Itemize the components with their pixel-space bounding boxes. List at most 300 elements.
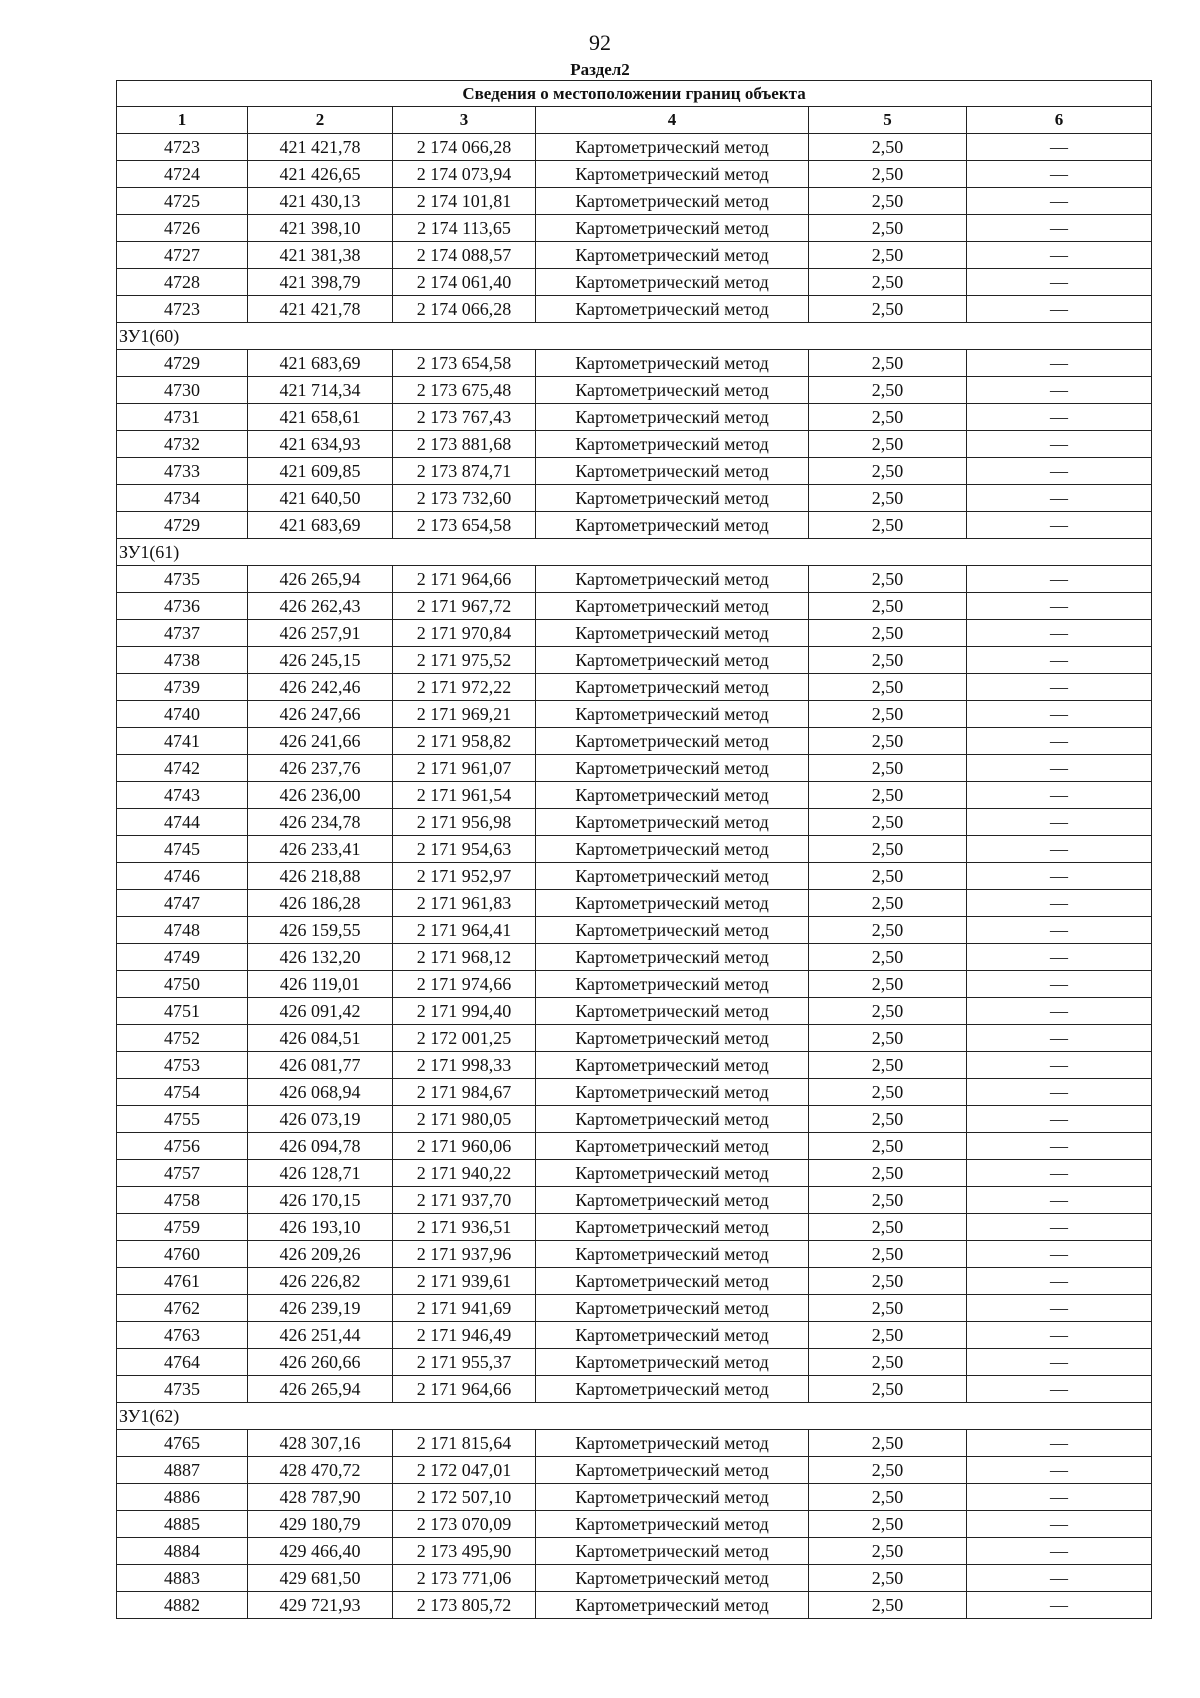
method-cell: Картометрический метод xyxy=(536,620,809,647)
y-coordinate-cell: 2 171 952,97 xyxy=(393,863,536,890)
description-cell: — xyxy=(967,134,1152,161)
table-row xyxy=(117,512,1152,539)
x-coordinate-cell: 426 186,28 xyxy=(248,890,393,917)
description-cell: — xyxy=(967,1430,1152,1457)
group-label: ЗУ1(60) xyxy=(117,323,1152,350)
group-label: ЗУ1(62) xyxy=(117,1403,1152,1430)
x-coordinate-cell: 426 218,88 xyxy=(248,863,393,890)
point-number-cell: 4743 xyxy=(117,782,248,809)
column-number-row xyxy=(117,107,1152,134)
point-number-cell: 4746 xyxy=(117,863,248,890)
table-row xyxy=(117,1511,1152,1538)
method-cell: Картометрический метод xyxy=(536,1268,809,1295)
accuracy-cell: 2,50 xyxy=(809,1106,967,1133)
description-cell: — xyxy=(967,485,1152,512)
point-number-cell: 4726 xyxy=(117,215,248,242)
description-cell: — xyxy=(967,161,1152,188)
y-coordinate-cell: 2 173 495,90 xyxy=(393,1538,536,1565)
point-number-cell: 4729 xyxy=(117,350,248,377)
method-cell: Картометрический метод xyxy=(536,701,809,728)
y-coordinate-cell: 2 171 984,67 xyxy=(393,1079,536,1106)
method-cell: Картометрический метод xyxy=(536,998,809,1025)
accuracy-cell: 2,50 xyxy=(809,674,967,701)
y-coordinate-cell: 2 171 941,69 xyxy=(393,1295,536,1322)
point-number-cell: 4723 xyxy=(117,134,248,161)
point-number-cell: 4730 xyxy=(117,377,248,404)
y-coordinate-cell: 2 172 001,25 xyxy=(393,1025,536,1052)
point-number-cell: 4755 xyxy=(117,1106,248,1133)
y-coordinate-cell: 2 172 507,10 xyxy=(393,1484,536,1511)
point-number-cell: 4731 xyxy=(117,404,248,431)
y-coordinate-cell: 2 174 066,28 xyxy=(393,134,536,161)
accuracy-cell: 2,50 xyxy=(809,1457,967,1484)
x-coordinate-cell: 421 640,50 xyxy=(248,485,393,512)
point-number-cell: 4738 xyxy=(117,647,248,674)
method-cell: Картометрический метод xyxy=(536,890,809,917)
method-cell: Картометрический метод xyxy=(536,1160,809,1187)
method-cell: Картометрический метод xyxy=(536,593,809,620)
point-number-cell: 4740 xyxy=(117,701,248,728)
y-coordinate-cell: 2 174 061,40 xyxy=(393,269,536,296)
x-coordinate-cell: 426 159,55 xyxy=(248,917,393,944)
description-cell: — xyxy=(967,242,1152,269)
table-row xyxy=(117,944,1152,971)
x-coordinate-cell: 421 683,69 xyxy=(248,350,393,377)
accuracy-cell: 2,50 xyxy=(809,161,967,188)
y-coordinate-cell: 2 171 958,82 xyxy=(393,728,536,755)
method-cell: Картометрический метод xyxy=(536,1241,809,1268)
y-coordinate-cell: 2 171 939,61 xyxy=(393,1268,536,1295)
x-coordinate-cell: 426 084,51 xyxy=(248,1025,393,1052)
point-number-cell: 4736 xyxy=(117,593,248,620)
point-number-cell: 4753 xyxy=(117,1052,248,1079)
method-cell: Картометрический метод xyxy=(536,269,809,296)
table-row xyxy=(117,1025,1152,1052)
table-row xyxy=(117,1457,1152,1484)
group-label-row xyxy=(117,323,1152,350)
accuracy-cell: 2,50 xyxy=(809,1133,967,1160)
method-cell: Картометрический метод xyxy=(536,917,809,944)
point-number-cell: 4734 xyxy=(117,485,248,512)
point-number-cell: 4724 xyxy=(117,161,248,188)
point-number-cell: 4728 xyxy=(117,269,248,296)
method-cell: Картометрический метод xyxy=(536,944,809,971)
accuracy-cell: 2,50 xyxy=(809,1295,967,1322)
point-number-cell: 4744 xyxy=(117,809,248,836)
description-cell: — xyxy=(967,1349,1152,1376)
description-cell: — xyxy=(967,1106,1152,1133)
description-cell: — xyxy=(967,269,1152,296)
table-row xyxy=(117,701,1152,728)
y-coordinate-cell: 2 171 954,63 xyxy=(393,836,536,863)
method-cell: Картометрический метод xyxy=(536,512,809,539)
description-cell: — xyxy=(967,377,1152,404)
description-cell: — xyxy=(967,782,1152,809)
table-row xyxy=(117,1268,1152,1295)
method-cell: Картометрический метод xyxy=(536,1349,809,1376)
y-coordinate-cell: 2 171 968,12 xyxy=(393,944,536,971)
method-cell: Картометрический метод xyxy=(536,1133,809,1160)
point-number-cell: 4884 xyxy=(117,1538,248,1565)
description-cell: — xyxy=(967,188,1152,215)
method-cell: Картометрический метод xyxy=(536,134,809,161)
accuracy-cell: 2,50 xyxy=(809,971,967,998)
table-row xyxy=(117,836,1152,863)
x-coordinate-cell: 426 251,44 xyxy=(248,1322,393,1349)
table-row xyxy=(117,296,1152,323)
point-number-cell: 4737 xyxy=(117,620,248,647)
x-coordinate-cell: 421 398,10 xyxy=(248,215,393,242)
accuracy-cell: 2,50 xyxy=(809,512,967,539)
column-number: 4 xyxy=(536,107,809,134)
method-cell: Картометрический метод xyxy=(536,647,809,674)
x-coordinate-cell: 426 128,71 xyxy=(248,1160,393,1187)
y-coordinate-cell: 2 171 956,98 xyxy=(393,809,536,836)
x-coordinate-cell: 421 658,61 xyxy=(248,404,393,431)
method-cell: Картометрический метод xyxy=(536,242,809,269)
table-row xyxy=(117,350,1152,377)
accuracy-cell: 2,50 xyxy=(809,782,967,809)
description-cell: — xyxy=(967,1187,1152,1214)
group-label: ЗУ1(61) xyxy=(117,539,1152,566)
point-number-cell: 4747 xyxy=(117,890,248,917)
x-coordinate-cell: 426 094,78 xyxy=(248,1133,393,1160)
method-cell: Картометрический метод xyxy=(536,1052,809,1079)
point-number-cell: 4764 xyxy=(117,1349,248,1376)
x-coordinate-cell: 426 247,66 xyxy=(248,701,393,728)
x-coordinate-cell: 429 721,93 xyxy=(248,1592,393,1619)
page-number: 92 xyxy=(589,30,611,55)
y-coordinate-cell: 2 173 654,58 xyxy=(393,512,536,539)
x-coordinate-cell: 421 430,13 xyxy=(248,188,393,215)
point-number-cell: 4885 xyxy=(117,1511,248,1538)
description-cell: — xyxy=(967,1511,1152,1538)
table-row xyxy=(117,269,1152,296)
method-cell: Картометрический метод xyxy=(536,971,809,998)
method-cell: Картометрический метод xyxy=(536,1214,809,1241)
y-coordinate-cell: 2 171 980,05 xyxy=(393,1106,536,1133)
x-coordinate-cell: 426 209,26 xyxy=(248,1241,393,1268)
point-number-cell: 4754 xyxy=(117,1079,248,1106)
x-coordinate-cell: 421 398,79 xyxy=(248,269,393,296)
method-cell: Картометрический метод xyxy=(536,566,809,593)
description-cell: — xyxy=(967,1565,1152,1592)
description-cell: — xyxy=(967,647,1152,674)
description-cell: — xyxy=(967,350,1152,377)
description-cell: — xyxy=(967,404,1152,431)
y-coordinate-cell: 2 173 070,09 xyxy=(393,1511,536,1538)
x-coordinate-cell: 426 234,78 xyxy=(248,809,393,836)
point-number-cell: 4725 xyxy=(117,188,248,215)
description-cell: — xyxy=(967,1079,1152,1106)
method-cell: Картометрический метод xyxy=(536,1187,809,1214)
table-row xyxy=(117,998,1152,1025)
table-header xyxy=(117,81,1152,134)
description-cell: — xyxy=(967,215,1152,242)
description-cell: — xyxy=(967,1052,1152,1079)
point-number-cell: 4758 xyxy=(117,1187,248,1214)
y-coordinate-cell: 2 171 960,06 xyxy=(393,1133,536,1160)
accuracy-cell: 2,50 xyxy=(809,593,967,620)
table-row xyxy=(117,1295,1152,1322)
y-coordinate-cell: 2 171 998,33 xyxy=(393,1052,536,1079)
table-caption: Сведения о местоположении границ объекта xyxy=(117,81,1152,107)
description-cell: — xyxy=(967,809,1152,836)
x-coordinate-cell: 421 634,93 xyxy=(248,431,393,458)
table-row xyxy=(117,647,1152,674)
table-row xyxy=(117,377,1152,404)
description-cell: — xyxy=(967,593,1152,620)
description-cell: — xyxy=(967,917,1152,944)
table-row xyxy=(117,1079,1152,1106)
y-coordinate-cell: 2 171 975,52 xyxy=(393,647,536,674)
accuracy-cell: 2,50 xyxy=(809,998,967,1025)
accuracy-cell: 2,50 xyxy=(809,647,967,674)
table-row xyxy=(117,404,1152,431)
x-coordinate-cell: 426 242,46 xyxy=(248,674,393,701)
y-coordinate-cell: 2 174 101,81 xyxy=(393,188,536,215)
method-cell: Картометрический метод xyxy=(536,674,809,701)
accuracy-cell: 2,50 xyxy=(809,1187,967,1214)
x-coordinate-cell: 428 787,90 xyxy=(248,1484,393,1511)
accuracy-cell: 2,50 xyxy=(809,1160,967,1187)
y-coordinate-cell: 2 171 972,22 xyxy=(393,674,536,701)
accuracy-cell: 2,50 xyxy=(809,1376,967,1403)
method-cell: Картометрический метод xyxy=(536,458,809,485)
description-cell: — xyxy=(967,1538,1152,1565)
x-coordinate-cell: 426 257,91 xyxy=(248,620,393,647)
x-coordinate-cell: 429 681,50 xyxy=(248,1565,393,1592)
table-row xyxy=(117,458,1152,485)
x-coordinate-cell: 426 245,15 xyxy=(248,647,393,674)
accuracy-cell: 2,50 xyxy=(809,1025,967,1052)
y-coordinate-cell: 2 171 937,70 xyxy=(393,1187,536,1214)
table-row xyxy=(117,1484,1152,1511)
x-coordinate-cell: 426 233,41 xyxy=(248,836,393,863)
point-number-cell: 4761 xyxy=(117,1268,248,1295)
accuracy-cell: 2,50 xyxy=(809,242,967,269)
table-row xyxy=(117,674,1152,701)
x-coordinate-cell: 426 241,66 xyxy=(248,728,393,755)
point-number-cell: 4886 xyxy=(117,1484,248,1511)
description-cell: — xyxy=(967,890,1152,917)
point-number-cell: 4748 xyxy=(117,917,248,944)
accuracy-cell: 2,50 xyxy=(809,431,967,458)
x-coordinate-cell: 421 714,34 xyxy=(248,377,393,404)
y-coordinate-cell: 2 173 874,71 xyxy=(393,458,536,485)
method-cell: Картометрический метод xyxy=(536,188,809,215)
method-cell: Картометрический метод xyxy=(536,782,809,809)
description-cell: — xyxy=(967,620,1152,647)
y-coordinate-cell: 2 174 088,57 xyxy=(393,242,536,269)
y-coordinate-cell: 2 173 654,58 xyxy=(393,350,536,377)
y-coordinate-cell: 2 171 974,66 xyxy=(393,971,536,998)
description-cell: — xyxy=(967,755,1152,782)
table-row xyxy=(117,1592,1152,1619)
accuracy-cell: 2,50 xyxy=(809,350,967,377)
accuracy-cell: 2,50 xyxy=(809,1430,967,1457)
x-coordinate-cell: 426 262,43 xyxy=(248,593,393,620)
table-row xyxy=(117,620,1152,647)
accuracy-cell: 2,50 xyxy=(809,296,967,323)
description-cell: — xyxy=(967,1322,1152,1349)
accuracy-cell: 2,50 xyxy=(809,917,967,944)
x-coordinate-cell: 426 260,66 xyxy=(248,1349,393,1376)
accuracy-cell: 2,50 xyxy=(809,377,967,404)
x-coordinate-cell: 426 119,01 xyxy=(248,971,393,998)
x-coordinate-cell: 426 226,82 xyxy=(248,1268,393,1295)
column-number: 5 xyxy=(809,107,967,134)
x-coordinate-cell: 426 193,10 xyxy=(248,1214,393,1241)
y-coordinate-cell: 2 171 970,84 xyxy=(393,620,536,647)
column-number: 6 xyxy=(967,107,1152,134)
method-cell: Картометрический метод xyxy=(536,1565,809,1592)
y-coordinate-cell: 2 172 047,01 xyxy=(393,1457,536,1484)
accuracy-cell: 2,50 xyxy=(809,404,967,431)
method-cell: Картометрический метод xyxy=(536,1106,809,1133)
method-cell: Картометрический метод xyxy=(536,215,809,242)
x-coordinate-cell: 426 073,19 xyxy=(248,1106,393,1133)
method-cell: Картометрический метод xyxy=(536,728,809,755)
table-row xyxy=(117,1133,1152,1160)
accuracy-cell: 2,50 xyxy=(809,1322,967,1349)
table-row xyxy=(117,1160,1152,1187)
y-coordinate-cell: 2 174 066,28 xyxy=(393,296,536,323)
y-coordinate-cell: 2 171 961,07 xyxy=(393,755,536,782)
description-cell: — xyxy=(967,512,1152,539)
description-cell: — xyxy=(967,1268,1152,1295)
accuracy-cell: 2,50 xyxy=(809,1079,967,1106)
x-coordinate-cell: 426 068,94 xyxy=(248,1079,393,1106)
accuracy-cell: 2,50 xyxy=(809,701,967,728)
description-cell: — xyxy=(967,944,1152,971)
point-number-cell: 4723 xyxy=(117,296,248,323)
table-row xyxy=(117,809,1152,836)
x-coordinate-cell: 426 265,94 xyxy=(248,1376,393,1403)
accuracy-cell: 2,50 xyxy=(809,1565,967,1592)
point-number-cell: 4735 xyxy=(117,566,248,593)
table-row xyxy=(117,1187,1152,1214)
y-coordinate-cell: 2 171 964,66 xyxy=(393,566,536,593)
method-cell: Картометрический метод xyxy=(536,404,809,431)
y-coordinate-cell: 2 171 955,37 xyxy=(393,1349,536,1376)
point-number-cell: 4733 xyxy=(117,458,248,485)
method-cell: Картометрический метод xyxy=(536,1376,809,1403)
x-coordinate-cell: 426 239,19 xyxy=(248,1295,393,1322)
accuracy-cell: 2,50 xyxy=(809,1484,967,1511)
accuracy-cell: 2,50 xyxy=(809,566,967,593)
x-coordinate-cell: 426 132,20 xyxy=(248,944,393,971)
y-coordinate-cell: 2 173 805,72 xyxy=(393,1592,536,1619)
description-cell: — xyxy=(967,998,1152,1025)
point-number-cell: 4883 xyxy=(117,1565,248,1592)
accuracy-cell: 2,50 xyxy=(809,1241,967,1268)
table-row xyxy=(117,728,1152,755)
description-cell: — xyxy=(967,836,1152,863)
table-row xyxy=(117,782,1152,809)
x-coordinate-cell: 421 421,78 xyxy=(248,134,393,161)
accuracy-cell: 2,50 xyxy=(809,188,967,215)
method-cell: Картометрический метод xyxy=(536,836,809,863)
point-number-cell: 4762 xyxy=(117,1295,248,1322)
method-cell: Картометрический метод xyxy=(536,1538,809,1565)
group-label-row xyxy=(117,1403,1152,1430)
description-cell: — xyxy=(967,431,1152,458)
x-coordinate-cell: 421 609,85 xyxy=(248,458,393,485)
accuracy-cell: 2,50 xyxy=(809,1214,967,1241)
table-row xyxy=(117,134,1152,161)
x-coordinate-cell: 429 180,79 xyxy=(248,1511,393,1538)
point-number-cell: 4745 xyxy=(117,836,248,863)
accuracy-cell: 2,50 xyxy=(809,836,967,863)
method-cell: Картометрический метод xyxy=(536,161,809,188)
description-cell: — xyxy=(967,1241,1152,1268)
x-coordinate-cell: 421 683,69 xyxy=(248,512,393,539)
accuracy-cell: 2,50 xyxy=(809,1592,967,1619)
table-row xyxy=(117,215,1152,242)
y-coordinate-cell: 2 173 675,48 xyxy=(393,377,536,404)
point-number-cell: 4882 xyxy=(117,1592,248,1619)
y-coordinate-cell: 2 173 732,60 xyxy=(393,485,536,512)
point-number-cell: 4757 xyxy=(117,1160,248,1187)
point-number-cell: 4735 xyxy=(117,1376,248,1403)
y-coordinate-cell: 2 171 961,83 xyxy=(393,890,536,917)
accuracy-cell: 2,50 xyxy=(809,1538,967,1565)
accuracy-cell: 2,50 xyxy=(809,944,967,971)
method-cell: Картометрический метод xyxy=(536,1430,809,1457)
point-number-cell: 4739 xyxy=(117,674,248,701)
accuracy-cell: 2,50 xyxy=(809,269,967,296)
table-row xyxy=(117,566,1152,593)
description-cell: — xyxy=(967,728,1152,755)
description-cell: — xyxy=(967,863,1152,890)
point-number-cell: 4752 xyxy=(117,1025,248,1052)
table-row xyxy=(117,1349,1152,1376)
method-cell: Картометрический метод xyxy=(536,863,809,890)
x-coordinate-cell: 426 081,77 xyxy=(248,1052,393,1079)
table-row xyxy=(117,1106,1152,1133)
table-row xyxy=(117,971,1152,998)
accuracy-cell: 2,50 xyxy=(809,1511,967,1538)
point-number-cell: 4751 xyxy=(117,998,248,1025)
table-row xyxy=(117,1538,1152,1565)
method-cell: Картометрический метод xyxy=(536,1484,809,1511)
method-cell: Картометрический метод xyxy=(536,809,809,836)
x-coordinate-cell: 426 236,00 xyxy=(248,782,393,809)
method-cell: Картометрический метод xyxy=(536,431,809,458)
method-cell: Картометрический метод xyxy=(536,755,809,782)
point-number-cell: 4749 xyxy=(117,944,248,971)
accuracy-cell: 2,50 xyxy=(809,620,967,647)
y-coordinate-cell: 2 171 946,49 xyxy=(393,1322,536,1349)
accuracy-cell: 2,50 xyxy=(809,728,967,755)
accuracy-cell: 2,50 xyxy=(809,1052,967,1079)
x-coordinate-cell: 426 237,76 xyxy=(248,755,393,782)
description-cell: — xyxy=(967,1214,1152,1241)
method-cell: Картометрический метод xyxy=(536,296,809,323)
table-row xyxy=(117,1376,1152,1403)
method-cell: Картометрический метод xyxy=(536,350,809,377)
point-number-cell: 4729 xyxy=(117,512,248,539)
y-coordinate-cell: 2 173 767,43 xyxy=(393,404,536,431)
description-cell: — xyxy=(967,1484,1152,1511)
x-coordinate-cell: 428 307,16 xyxy=(248,1430,393,1457)
description-cell: — xyxy=(967,1457,1152,1484)
description-cell: — xyxy=(967,971,1152,998)
description-cell: — xyxy=(967,701,1152,728)
accuracy-cell: 2,50 xyxy=(809,134,967,161)
accuracy-cell: 2,50 xyxy=(809,485,967,512)
